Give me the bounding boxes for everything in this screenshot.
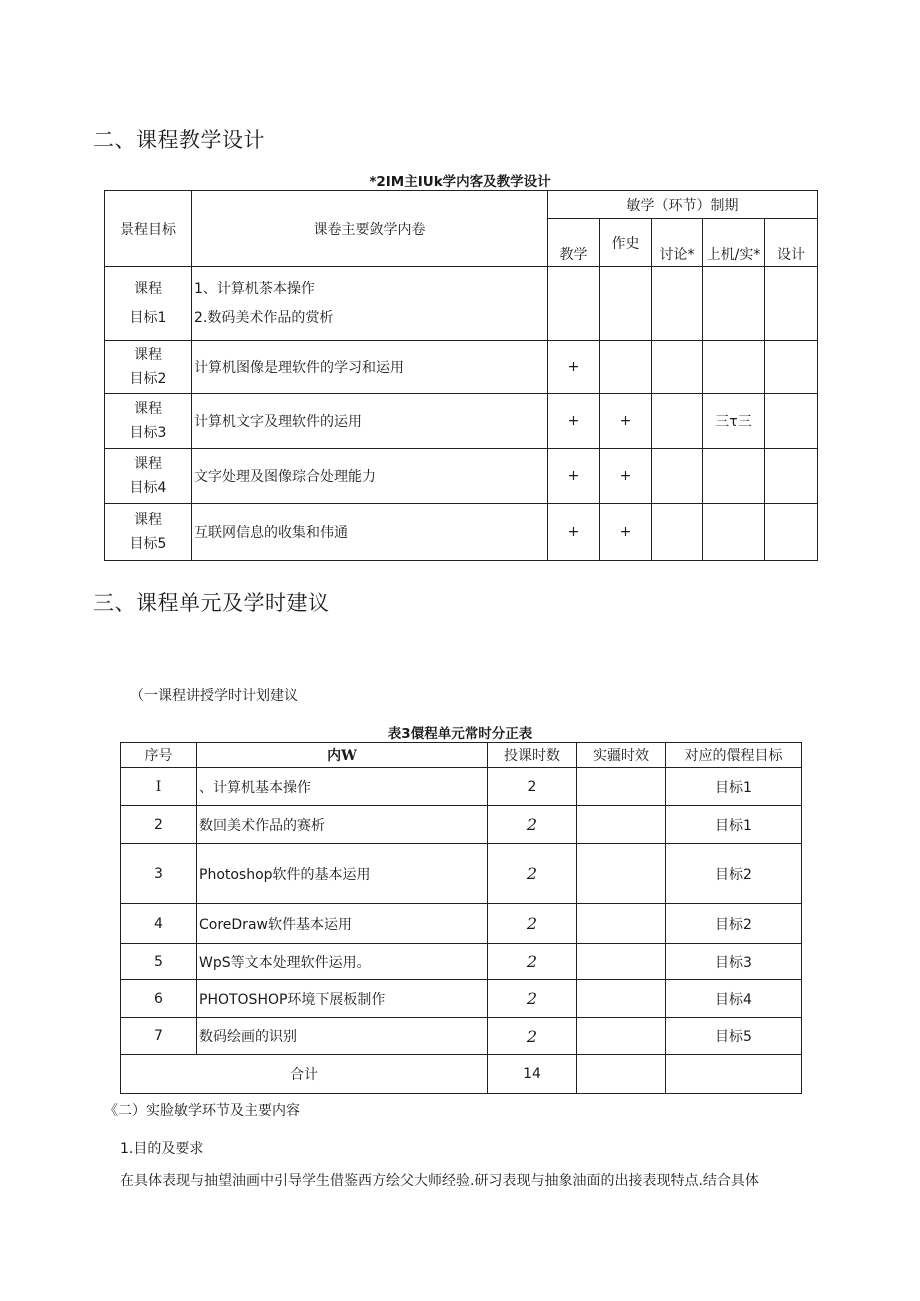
- row-goal-number: 目标2: [129, 371, 167, 387]
- row-goal: 课程: [134, 456, 162, 472]
- row-content: Photoshop软件的基本运用: [197, 844, 488, 904]
- row-goal: 目标2: [666, 904, 802, 944]
- row-content: CoreDraw软件基本运用: [197, 904, 488, 944]
- header-design: 设计: [765, 219, 818, 267]
- row-lab: [577, 768, 666, 806]
- table-row: [121, 1018, 802, 1055]
- row-goal: 目标5: [666, 1018, 802, 1055]
- row-hours: 2: [488, 806, 577, 844]
- teaching-design-table: [104, 190, 818, 561]
- item-title-objectives: 1.目的及要求: [120, 1141, 204, 1157]
- row-mark: +: [600, 394, 652, 449]
- row-goal: 目标4: [666, 980, 802, 1018]
- row-mark: [765, 504, 818, 561]
- table-row: [105, 394, 818, 449]
- row-hours: 2: [488, 904, 577, 944]
- row-lab: [577, 944, 666, 980]
- row-content: 数码绘画的识别: [197, 1018, 488, 1055]
- row-lab: [577, 806, 666, 844]
- row-hours: 2: [488, 980, 577, 1018]
- header-content: 内W: [197, 743, 488, 768]
- row-mark: [652, 267, 703, 341]
- header-course-goal: 对应的儇程目标: [666, 743, 802, 768]
- row-content: 、计算机基本操作: [197, 768, 488, 806]
- table-row: [121, 944, 802, 980]
- row-no: 3: [121, 844, 197, 904]
- row-content: 互联网信息的收集和伟通: [192, 504, 548, 561]
- total-label: 合计: [121, 1055, 488, 1094]
- header-discussion: 讨论*: [652, 219, 703, 267]
- row-goal-number: 目标3: [129, 425, 167, 441]
- table-total-row: [121, 1055, 802, 1094]
- row-goal: 课程: [134, 512, 162, 528]
- row-goal: 目标1: [666, 806, 802, 844]
- row-mark: [548, 267, 600, 341]
- section-title-course-design: 二、课程教学设计: [93, 128, 265, 152]
- row-mark: [703, 504, 765, 561]
- row-mark: [765, 267, 818, 341]
- row-lab: [577, 844, 666, 904]
- total-hours: 14: [488, 1055, 577, 1094]
- row-lab: [577, 980, 666, 1018]
- row-mark: +: [548, 394, 600, 449]
- row-goal: 目标3: [666, 944, 802, 980]
- row-mark: +: [548, 449, 600, 504]
- row-mark: [600, 341, 652, 394]
- table-row: [121, 768, 802, 806]
- table-row: [105, 341, 818, 394]
- section-title-units: 三、课程单元及学时建议: [93, 591, 330, 615]
- header-no: 序号: [121, 743, 197, 768]
- row-mark: [652, 504, 703, 561]
- unit-hours-table: [120, 742, 802, 1094]
- row-hours: 2: [488, 768, 577, 806]
- table1-caption: *2IM主IUk学内客及教学设计: [369, 174, 551, 190]
- row-goal: 目标2: [666, 844, 802, 904]
- row-no: 5: [121, 944, 197, 980]
- table-row: [121, 844, 802, 904]
- row-goal: 课程: [134, 347, 162, 363]
- row-goal-number: 目标5: [129, 536, 167, 552]
- row-mark: [765, 341, 818, 394]
- row-mark: [600, 267, 652, 341]
- row-goal: 课程: [134, 401, 162, 417]
- row-mark: [703, 341, 765, 394]
- row-hours: 2: [488, 844, 577, 904]
- subsection-title-lab-teaching: 《二）实脸敏学环节及主要内容: [104, 1103, 300, 1119]
- row-mark: [765, 394, 818, 449]
- table-row: [121, 806, 802, 844]
- total-lab: [577, 1055, 666, 1094]
- row-content: 数回美术作品的赛析: [197, 806, 488, 844]
- row-content: 计算机文字及理软件的运用: [192, 394, 548, 449]
- table-row: [105, 504, 818, 561]
- row-no: I: [121, 768, 197, 806]
- row-mark: +: [548, 504, 600, 561]
- header-teaching-methods: 敏学（环节）制期: [548, 191, 818, 219]
- row-mark: +: [548, 341, 600, 394]
- row-mark: [703, 267, 765, 341]
- row-lab: [577, 904, 666, 944]
- row-content: 1、计算机茶本操作: [194, 280, 315, 297]
- row-content: 计算机图像是理软件的学习和运用: [192, 341, 548, 394]
- row-no: 7: [121, 1018, 197, 1055]
- row-goal: 目标1: [666, 768, 802, 806]
- header-content: 课卷主要敛学内卷: [192, 191, 548, 267]
- row-content: 文字处理及图像琮合处理能力: [192, 449, 548, 504]
- header-lecture-hours: 投课时数: [488, 743, 577, 768]
- row-hours: 2: [488, 944, 577, 980]
- header-lab: 上机/实*: [703, 219, 765, 267]
- row-content: WpS等文本处理软件运用。: [197, 944, 488, 980]
- header-lecture: 教学: [548, 219, 600, 267]
- row-content-line2: 2.数码美术作品的赏析: [194, 309, 334, 326]
- table2-caption: 表3儇程单元常时分正表: [387, 726, 533, 742]
- header-goal: 景程目标: [105, 191, 192, 267]
- row-mark: [652, 449, 703, 504]
- row-mark: [703, 449, 765, 504]
- body-paragraph: 在具体表现与抽望油画中引导学生借鉴西方绘父大师经验.研习表现与抽象油面的出接表现特点.结合具体: [120, 1173, 759, 1189]
- subsection-title-lecture-plan: （一课程讲授学时计划建议: [130, 688, 298, 704]
- row-mark: [652, 394, 703, 449]
- row-lab: [577, 1018, 666, 1055]
- table-row: [105, 449, 818, 504]
- row-mark: [652, 341, 703, 394]
- row-mark: [765, 449, 818, 504]
- row-mark: +: [600, 504, 652, 561]
- row-no: 4: [121, 904, 197, 944]
- header-lab-hours: 实疆时效: [577, 743, 666, 768]
- row-goal-number: 目标1: [129, 309, 167, 326]
- row-no: 2: [121, 806, 197, 844]
- total-goal: [666, 1055, 802, 1094]
- row-content: PHOTOSHOP环境下展板制作: [197, 980, 488, 1018]
- table-row: [121, 904, 802, 944]
- row-goal: 课程: [134, 280, 162, 297]
- table-row: [121, 980, 802, 1018]
- row-mark: 三τ三: [703, 394, 765, 449]
- header-homework: 作史: [600, 219, 652, 267]
- row-mark: +: [600, 449, 652, 504]
- row-goal-number: 目标4: [129, 480, 167, 496]
- row-hours: 2: [488, 1018, 577, 1055]
- table-row: [105, 267, 818, 341]
- row-no: 6: [121, 980, 197, 1018]
